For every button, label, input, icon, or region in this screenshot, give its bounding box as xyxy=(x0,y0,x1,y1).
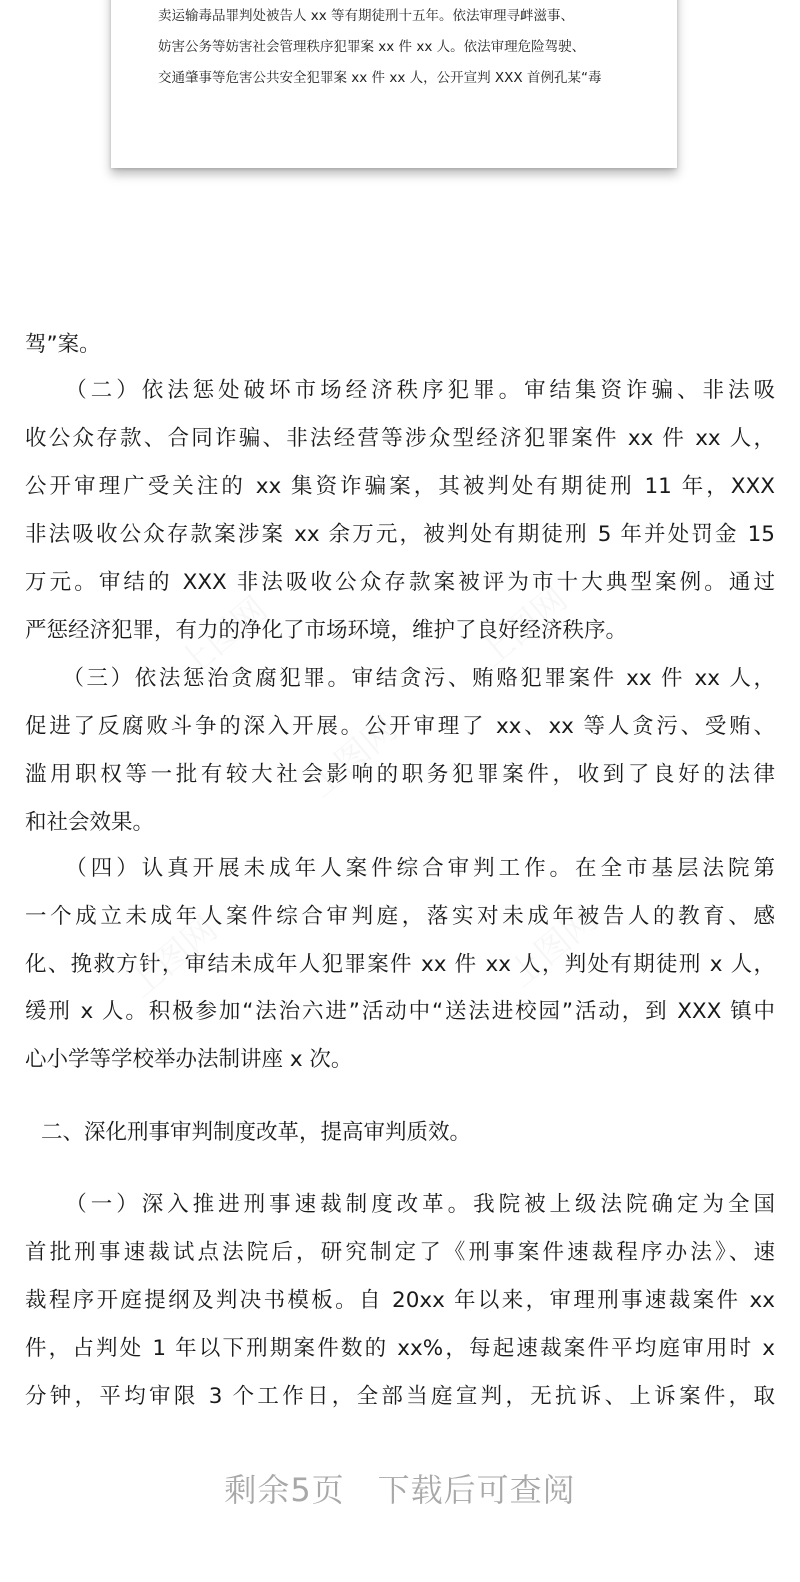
paragraph-line: 心小学等学校举办法制讲座 x 次。 xyxy=(25,1047,353,1072)
remaining-pages-notice[interactable]: 剩余5页 下载后可查阅 xyxy=(224,1471,576,1509)
paragraph-line: 和社会效果。 xyxy=(25,810,155,835)
paragraph-line: 非法吸收公众存款案涉案 xx 余万元，被判处有期徒刑 5 年并处罚金 15 xyxy=(25,522,775,547)
paragraph-line: 件，占判处 1 年以下刑期案件数的 xx%，每起速裁案件平均庭审用时 x xyxy=(25,1336,775,1361)
paragraph-line: （二）依法惩处破坏市场经济秩序犯罪。审结集资诈骗、非法吸 xyxy=(25,378,775,403)
paragraph-line: 驾”案。 xyxy=(25,332,101,357)
paragraph-line: 严惩经济犯罪，有力的净化了市场环境，维护了良好经济秩序。 xyxy=(25,618,628,643)
card-text-line: 卖运输毒品罪判处被告人 xx 等有期徒刑十五年。依法审理寻衅滋事、 xyxy=(158,8,575,24)
paragraph-line: 化、挽救方针，审结未成年人犯罪案件 xx 件 xx 人，判处有期徒刑 x 人， xyxy=(25,952,775,977)
paragraph-line: 裁程序开庭提纲及判决书模板。自 20xx 年以来，审理刑事速裁案件 xx xyxy=(25,1288,775,1313)
paragraph-line: 收公众存款、合同诈骗、非法经营等涉众型经济犯罪案件 xx 件 xx 人， xyxy=(25,426,775,451)
card-text-line: 妨害公务等妨害社会管理秩序犯罪案 xx 件 xx 人。依法审理危险驾驶、 xyxy=(158,39,586,55)
paragraph-line: 滥用职权等一批有较大社会影响的职务犯罪案件，收到了良好的法律 xyxy=(25,762,775,787)
paragraph-line: 万元。审结的 XXX 非法吸收公众存款案被评为市十大典型案例。通过 xyxy=(25,570,775,595)
paragraph-line: 分钟，平均审限 3 个工作日，全部当庭宣判，无抗诉、上诉案件，取 xyxy=(25,1384,775,1409)
paragraph-line: （三）依法惩治贪腐犯罪。审结贪污、贿赂犯罪案件 xx 件 xx 人， xyxy=(25,666,775,691)
paragraph-line: 促进了反腐败斗争的深入开展。公开审理了 xx、xx 等人贪污、受贿、 xyxy=(25,714,775,739)
paragraph-line: 首批刑事速裁试点法院后，研究制定了《刑事案件速裁程序办法》、速 xyxy=(25,1240,775,1265)
card-text-line: 交通肇事等危害公共安全犯罪案 xx 件 xx 人，公开宣判 XXX 首例孔某“毒 xyxy=(158,70,602,86)
paragraph-line: （一）深入推进刑事速裁制度改革。我院被上级法院确定为全国 xyxy=(25,1192,775,1217)
paragraph-line: （四）认真开展未成年人案件综合审判工作。在全市基层法院第 xyxy=(25,856,775,881)
section-heading: 二、深化刑事审判制度改革，提高审判质效。 xyxy=(41,1120,472,1145)
paragraph-line: 一个成立未成年人案件综合审判庭，落实对未成年被告人的教育、感 xyxy=(25,904,775,929)
paragraph-line: 公开审理广受关注的 xx 集资诈骗案，其被判处有期徒刑 11 年，XXX xyxy=(25,474,775,499)
paragraph-line: 缓刑 x 人。积极参加“法治六进”活动中“送法进校园”活动，到 XXX 镇中 xyxy=(25,999,775,1024)
previous-page-card xyxy=(111,0,677,168)
